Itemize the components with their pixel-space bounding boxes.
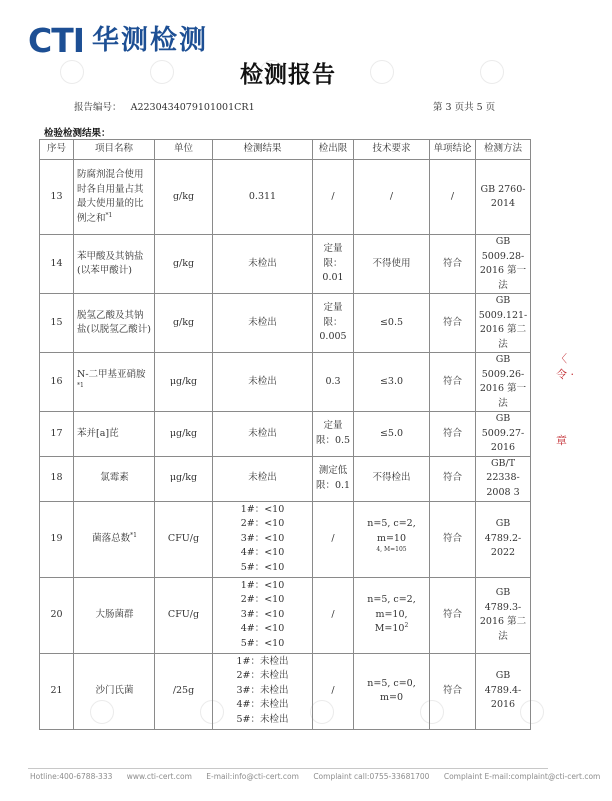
unit: μg/kg	[155, 456, 213, 501]
item-name: 菌落总数$^{*1}$	[74, 501, 155, 577]
page-title: 检测报告	[240, 61, 336, 88]
row-number: 14	[40, 235, 74, 294]
row-number: 17	[40, 412, 74, 457]
result-line: 5#：未检出	[236, 713, 289, 725]
header-cell: 检出限	[313, 140, 354, 160]
item-name: 脱氢乙酸及其钠盐(以脱氢乙酸计)	[74, 294, 155, 353]
detection-limit: /	[313, 160, 354, 235]
result-line: 3#：<10	[240, 608, 285, 620]
table-row	[40, 294, 531, 353]
conclusion: 符合	[430, 456, 476, 501]
item-name: 大肠菌群	[74, 577, 155, 653]
row-number: 19	[40, 501, 74, 577]
unit: g/kg	[155, 294, 213, 353]
result-line: 1#：<10	[240, 579, 285, 591]
test-method: GB 5009.28-2016 第一法	[476, 235, 531, 294]
result	[213, 501, 313, 577]
header-cell: 检测结果	[213, 140, 313, 160]
requirement: 不得检出	[354, 456, 430, 501]
row-number: 13	[40, 160, 74, 235]
table-row	[40, 353, 531, 412]
requirement: ≤3.0	[354, 353, 430, 412]
item-note: *1	[130, 531, 137, 539]
footer-website: www.cti-cert.com	[126, 772, 192, 781]
item-name: N-二甲基亚硝胺$^{*1}$	[74, 353, 155, 412]
seal-fragment: 章	[556, 434, 567, 447]
company-logo	[28, 21, 209, 60]
unit: g/kg	[155, 160, 213, 235]
conclusion: 符合	[430, 235, 476, 294]
result-line: 2#：<10	[240, 594, 285, 606]
conclusion: 符合	[430, 294, 476, 353]
requirement: 不得使用	[354, 235, 430, 294]
test-method: GB 5009.26-2016 第一法	[476, 353, 531, 412]
result-line: 5#：<10	[240, 637, 285, 649]
conclusion: 符合	[430, 653, 476, 729]
unit: g/kg	[155, 235, 213, 294]
row-number: 18	[40, 456, 74, 501]
row-number: 20	[40, 577, 74, 653]
result-line: 5#：<10	[240, 561, 285, 573]
conclusion: /	[430, 160, 476, 235]
test-method: GB 4789.4-2016	[476, 653, 531, 729]
table-row	[40, 412, 531, 457]
unit: CFU/g	[155, 501, 213, 577]
conclusion: 符合	[430, 501, 476, 577]
test-method: GB/T 22338-2008 3	[476, 456, 531, 501]
logo-name: 华测检测	[92, 25, 209, 56]
header-cell: 项目名称	[74, 140, 155, 160]
page-indicator: 第 3 页共 5 页	[433, 102, 496, 113]
report-number	[74, 99, 255, 113]
table-row	[40, 235, 531, 294]
result-line: 4#：<10	[240, 623, 285, 635]
detection-limit: /	[313, 653, 354, 729]
detection-limit: 定量限：0.005	[313, 294, 354, 353]
footer	[30, 772, 601, 781]
report-number-label: 报告编号：	[74, 102, 122, 113]
test-method: GB 4789.3-2016 第二法	[476, 577, 531, 653]
unit: /25g	[155, 653, 213, 729]
detection-limit: 定量限：0.5	[313, 412, 354, 457]
table-row	[40, 456, 531, 501]
item-name: 防腐剂混合使用时各自用量占其最大使用量的比例之和$^{*1}$	[74, 160, 155, 235]
result-line: 1#：<10	[240, 503, 285, 515]
result-line: 3#：<10	[240, 532, 285, 544]
section-title: 检验检测结果：	[44, 128, 111, 139]
test-method: GB 4789.2-2022	[476, 501, 531, 577]
result-line: 1#：未检出	[236, 655, 289, 667]
result: 未检出	[213, 456, 313, 501]
conclusion: 符合	[430, 577, 476, 653]
unit: μg/kg	[155, 412, 213, 457]
table-row	[40, 501, 531, 577]
conclusion: 符合	[430, 412, 476, 457]
result	[213, 653, 313, 729]
conclusion: 符合	[430, 353, 476, 412]
result-line: 2#：<10	[240, 518, 285, 530]
test-method: GB 2760-2014	[476, 160, 531, 235]
logo-brand: CTI	[28, 21, 85, 60]
requirement: ≤5.0	[354, 412, 430, 457]
header-cell: 技术要求	[354, 140, 430, 160]
result: 未检出	[213, 235, 313, 294]
item-name: 苯并[a]芘	[74, 412, 155, 457]
table-row	[40, 577, 531, 653]
item-name: 氯霉素	[74, 456, 155, 501]
header-cell: 序号	[40, 140, 74, 160]
table-header-row	[40, 140, 531, 160]
result: 未检出	[213, 353, 313, 412]
seal-fragment: 〈 令 ·	[556, 352, 574, 381]
detection-limit: 定量限：0.01	[313, 235, 354, 294]
detection-limit: /	[313, 501, 354, 577]
result-line: 4#：<10	[240, 547, 285, 559]
row-number: 15	[40, 294, 74, 353]
result	[213, 577, 313, 653]
result: 未检出	[213, 412, 313, 457]
result: 0.311	[213, 160, 313, 235]
row-number: 16	[40, 353, 74, 412]
footer-email: E-mail:info@cti-cert.com	[206, 772, 299, 781]
header-cell: 单位	[155, 140, 213, 160]
unit: μg/kg	[155, 353, 213, 412]
result-line: 2#：未检出	[236, 670, 289, 682]
requirement: n=5, c=2, m=10 $^{4, M=105}$	[354, 501, 430, 577]
detection-limit: /	[313, 577, 354, 653]
item-name: 沙门氏菌	[74, 653, 155, 729]
result: 未检出	[213, 294, 313, 353]
item-note: *1	[77, 381, 84, 389]
requirement: n=5, c=2, m=10, $M=10^2$	[354, 577, 430, 653]
detection-limit: 测定低限：0.1	[313, 456, 354, 501]
footer-complaint-call: Complaint call:0755-33681700	[313, 772, 430, 781]
test-method: GB 5009.27-2016	[476, 412, 531, 457]
header-cell: 检测方法	[476, 140, 531, 160]
footer-complaint-email: Complaint E-mail:complaint@cti-cert.com	[443, 772, 601, 781]
table-row	[40, 653, 531, 729]
requirement: n=5, c=0, m=0	[354, 653, 430, 729]
table-row	[40, 160, 531, 235]
header-cell: 单项结论	[430, 140, 476, 160]
detection-limit: 0.3	[313, 353, 354, 412]
test-method: GB 5009.121-2016 第二法	[476, 294, 531, 353]
results-table	[39, 139, 531, 730]
item-name: 苯甲酸及其钠盐(以苯甲酸计)	[74, 235, 155, 294]
result-line: 4#：未检出	[236, 699, 289, 711]
unit: CFU/g	[155, 577, 213, 653]
report-number-value: A2230434079101001CR1	[130, 102, 255, 113]
footer-hotline: Hotline:400-6788-333	[30, 772, 113, 781]
item-note: *1	[105, 211, 113, 219]
requirement: /	[354, 160, 430, 235]
result-line: 3#：未检出	[236, 684, 289, 696]
requirement: ≤0.5	[354, 294, 430, 353]
row-number: 21	[40, 653, 74, 729]
footer-divider	[28, 768, 548, 769]
